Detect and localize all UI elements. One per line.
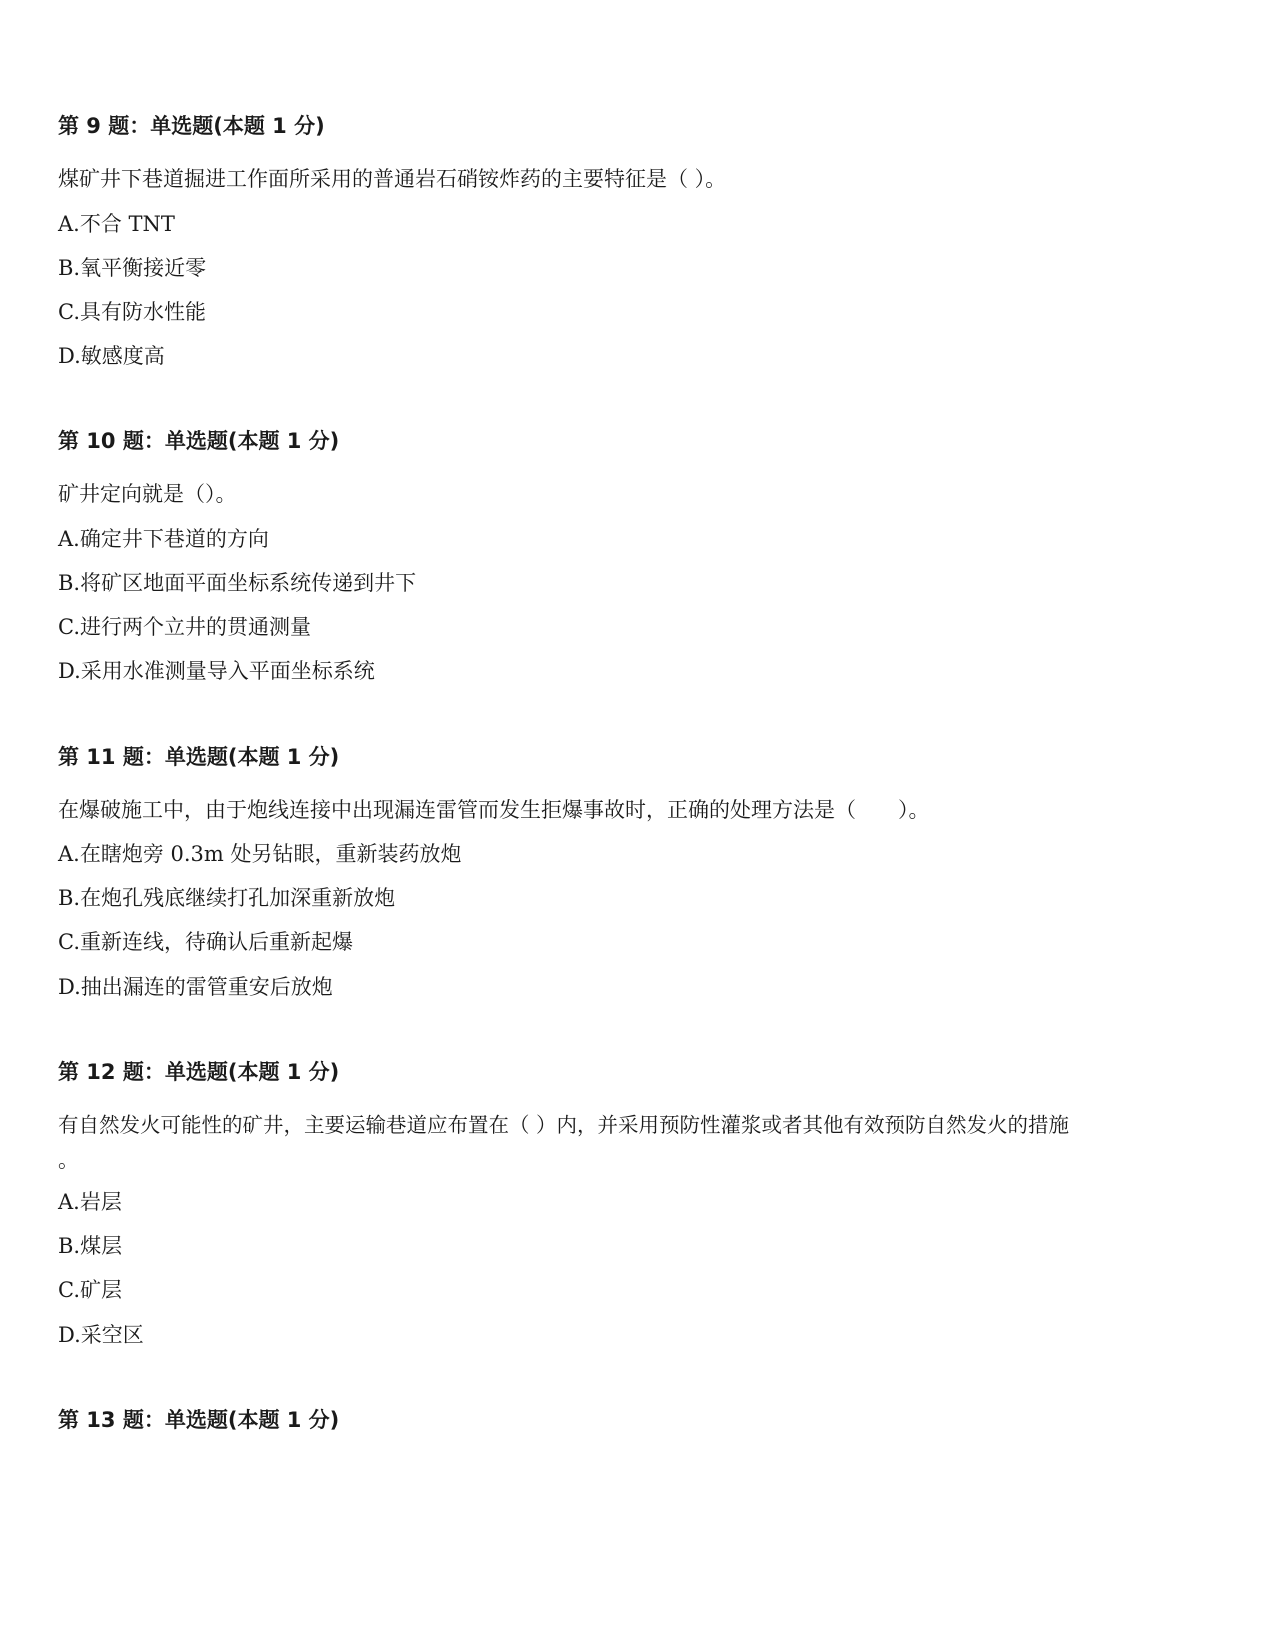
question-11-option-a: A.在瞎炮旁 0.3m 处另钻眼，重新装药放炮 xyxy=(58,842,462,866)
question-9-header: 第 9 题：单选题(本题 1 分) xyxy=(58,114,325,138)
question-9-option-a: A.不合 TNT xyxy=(58,212,175,236)
question-12-option-a: A.岩层 xyxy=(58,1190,122,1214)
question-12-option-b: B.煤层 xyxy=(58,1234,123,1258)
exam-page xyxy=(58,0,1218,1650)
question-11-header: 第 11 题：单选题(本题 1 分) xyxy=(58,745,340,769)
question-9-option-d: D.敏感度高 xyxy=(58,344,165,368)
question-10-stem: 矿井定向就是（）。 xyxy=(58,482,237,506)
question-9-option-b: B.氧平衡接近零 xyxy=(58,256,207,280)
question-12-header: 第 12 题：单选题(本题 1 分) xyxy=(58,1060,340,1084)
question-11-option-b: B.在炮孔残底继续打孔加深重新放炮 xyxy=(58,886,396,910)
question-12-option-d: D.采空区 xyxy=(58,1323,144,1347)
question-9-option-c: C.具有防水性能 xyxy=(58,300,206,324)
question-10-option-a: A.确定井下巷道的方向 xyxy=(58,527,269,551)
question-10-option-b: B.将矿区地面平面坐标系统传递到井下 xyxy=(58,571,417,595)
question-12-stem-continued: 。 xyxy=(58,1148,79,1172)
question-12-option-c: C.矿层 xyxy=(58,1278,122,1302)
question-12-stem: 有自然发火可能性的矿井，主要运输巷道应布置在（ ）内，并采用预防性灌浆或者其他有效预防自然发火的措施 xyxy=(58,1113,1070,1137)
question-11-option-d: D.抽出漏连的雷管重安后放炮 xyxy=(58,975,333,999)
question-11-stem: 在爆破施工中，由于炮线连接中出现漏连雷管而发生拒爆事故时，正确的处理方法是（ ）。 xyxy=(58,798,930,822)
question-9-stem: 煤矿井下巷道掘进工作面所采用的普通岩石硝铵炸药的主要特征是（ ）。 xyxy=(58,167,727,191)
question-10-header: 第 10 题：单选题(本题 1 分) xyxy=(58,429,340,453)
question-11-option-c: C.重新连线，待确认后重新起爆 xyxy=(58,930,353,954)
question-13-header: 第 13 题：单选题(本题 1 分) xyxy=(58,1408,340,1432)
question-10-option-d: D.采用水准测量导入平面坐标系统 xyxy=(58,659,375,683)
question-10-option-c: C.进行两个立井的贯通测量 xyxy=(58,615,311,639)
